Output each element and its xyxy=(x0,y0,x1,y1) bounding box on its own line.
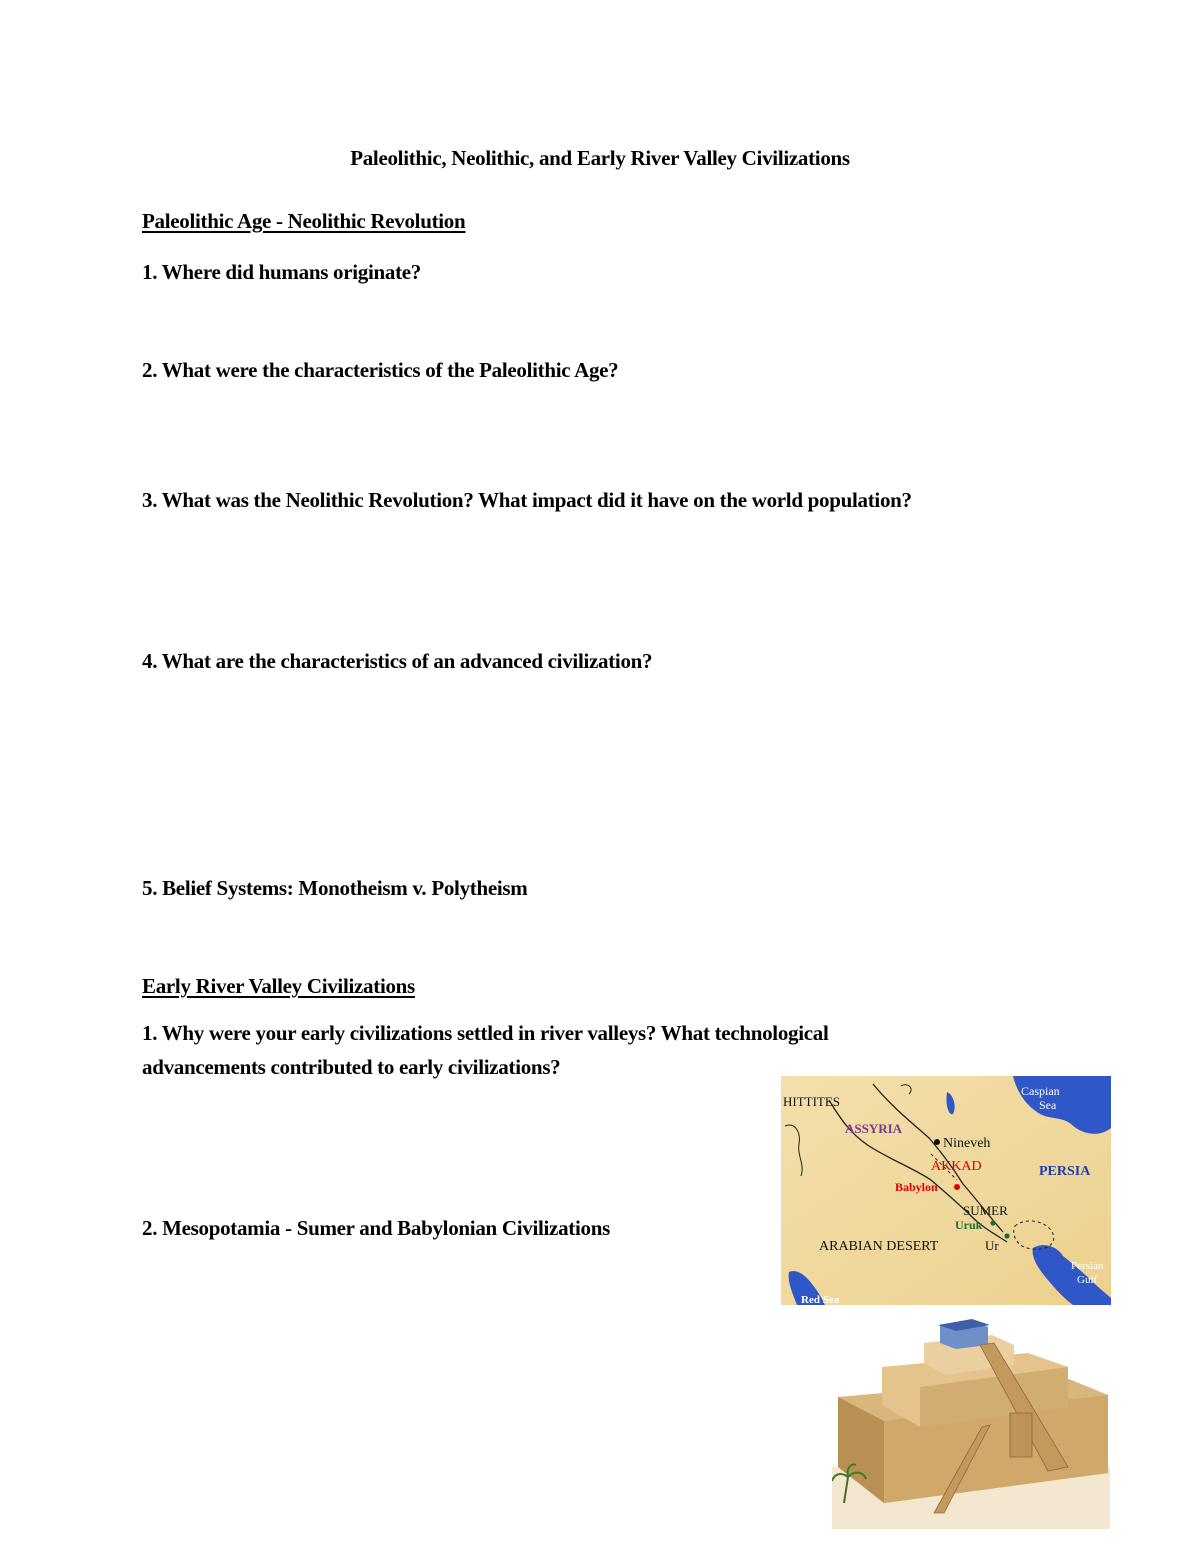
mesopotamia-map xyxy=(781,1076,1111,1305)
question-4: 4. What are the characteristics of an advanced civilization? xyxy=(142,649,653,673)
label-akkad: AKKAD xyxy=(931,1159,982,1174)
label-persia: PERSIA xyxy=(1039,1164,1091,1179)
label-caspian-2: Sea xyxy=(1039,1098,1057,1112)
label-assyria: ASSYRIA xyxy=(845,1121,903,1136)
question-2: 2. What were the characteristics of the Paleolithic Age? xyxy=(142,358,619,382)
label-persian-1: Persian xyxy=(1071,1260,1104,1272)
document-title: Paleolithic, Neolithic, and Early River Valley Civilizations xyxy=(350,146,850,170)
label-sumer: SUMER xyxy=(963,1203,1008,1218)
label-persian-2: Gulf xyxy=(1077,1274,1098,1286)
section-heading-river-valley: Early River Valley Civilizations xyxy=(142,974,415,998)
river-question-1-line-1: 1. Why were your early civilizations settled in river valleys? What technological xyxy=(142,1021,829,1045)
label-arabian-desert: ARABIAN DESERT xyxy=(819,1239,939,1254)
label-hittites: HITTITES xyxy=(783,1094,841,1109)
gate-tower xyxy=(1010,1413,1032,1457)
label-red-sea: Red Sea xyxy=(801,1294,840,1305)
label-caspian-1: Caspian xyxy=(1021,1084,1060,1098)
river-question-1-line-2: advancements contributed to early civilizations? xyxy=(142,1055,561,1079)
question-1: 1. Where did humans originate? xyxy=(142,260,422,284)
ur-dot xyxy=(1004,1233,1009,1238)
babylon-dot xyxy=(954,1184,960,1190)
river-question-2: 2. Mesopotamia - Sumer and Babylonian Civilizations xyxy=(142,1216,610,1240)
ziggurat-illustration xyxy=(832,1317,1110,1529)
label-babylon: Babylon xyxy=(895,1180,938,1194)
section-heading-paleolithic: Paleolithic Age - Neolithic Revolution xyxy=(142,209,466,233)
label-uruk: Uruk xyxy=(955,1218,983,1232)
label-nineveh: Nineveh xyxy=(943,1136,991,1151)
question-5: 5. Belief Systems: Monotheism v. Polytheism xyxy=(142,876,528,900)
uruk-dot xyxy=(990,1220,995,1225)
label-ur: Ur xyxy=(985,1238,999,1253)
question-3: 3. What was the Neolithic Revolution? What impact did it have on the world population? xyxy=(142,488,912,512)
nineveh-dot xyxy=(934,1139,940,1145)
